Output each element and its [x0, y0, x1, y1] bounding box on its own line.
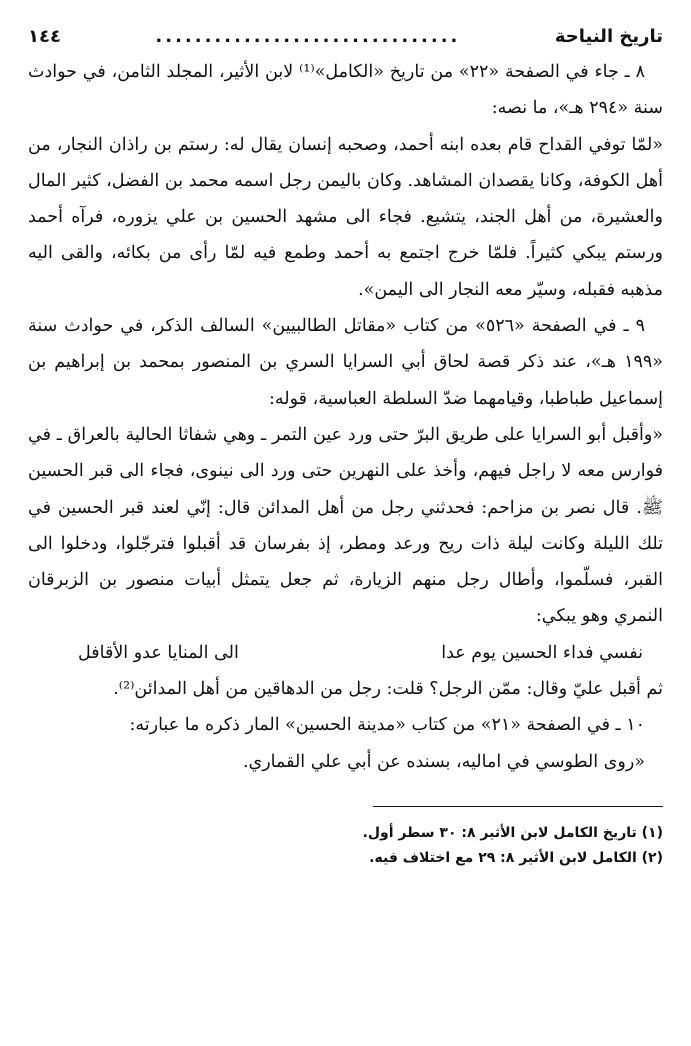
paragraph-10: ١٠ ـ في الصفحة «٢١» من كتاب «مدينة الحسين» المار ذكره ما عبارته: [129, 715, 645, 736]
paragraph-9: ٩ ـ في الصفحة «٥٢٦» من كتاب «مقاتل الطالبيين» السالف الذكر، في حوادث سنة «١٩٩ هـ»، عند ذكر قصة لحاق أبي السرايا السري بن المنصور بمحمد بن إبراهيم بن إسماعيل طباطبا، وقيامهما ضدّ السلطة العباسية، قوله: [28, 316, 663, 409]
footnote-separator-wrap [28, 780, 663, 821]
running-title: تاريخ النياحة [554, 26, 663, 47]
poem-verse [28, 635, 663, 671]
quote-madinat-al-husayn: «روى الطوسي في اماليه، بسنده عن أبي علي القماري. [242, 751, 645, 772]
header-leader-dots: ............................... [155, 26, 461, 47]
paragraph-8: ٨ ـ جاء في الصفحة «٢٢» من تاريخ «الكامل»⁽¹⁾ لابن الأثير، المجلد الثامن، في حوادث سنة «٢٩٤ هـ»، ما نصه: [28, 62, 663, 119]
main-text [28, 54, 663, 780]
footnote-separator [373, 806, 663, 807]
footnote-1: (١) تاريخ الكامل لابن الأثير ٨: ٣٠ سطر أول. [362, 824, 663, 841]
verse-second-hemistich: الى المنايا عدو الأقافل [78, 642, 239, 663]
after-verse-text: ثم أقبل عليّ وقال: ممّن الرجل؟ قلت: رجل من الدهاقين من أهل المدائن⁽²⁾. [113, 679, 663, 700]
running-header [28, 24, 663, 54]
footnote-2: (٢) الكامل لابن الأثير ٨: ٢٩ مع اختلاف فيه. [369, 849, 663, 866]
verse-first-hemistich: نفسي فداء الحسين يوم عدا [441, 642, 643, 663]
footnotes [28, 821, 663, 871]
page-number: ١٤٤ [28, 26, 61, 47]
document-page [28, 24, 663, 1026]
quote-kamil: «لمّا توفي القداح قام بعده ابنه أحمد، وصحبه إنسان يقال له: رستم بن راذان النجار، من أهل الكوفة، وكانا يقصدان المشاهد. وكان باليمن رجل اسمه محمد بن الفضل، كثير المال والعشيرة، من أهل الجند، يتشيع. فجاء الى مشهد الحسين بن علي يزوره، فرآه أحمد ورستم يبكي كثيراً. فلمّا خرج اجتمع به أحمد وطمع فيه لمّا رأى من بكائه، والقى اليه مذهبه فقبله، وسيّر معه النجار الى اليمن». [28, 134, 663, 300]
quote-maqatil: «وأقبل أبو السرايا على طريق البرّ حتى ورد عين التمر ـ وهي شفاثا الحالية بالعراق ـ في فوارس معه لا راجل فيهم، وأخذ على النهرين حتى ورد الى نينوى، فجاء الى قبر الحسين ﷺ. قال نصر بن مزاحم: فحدثني رجل من أهل المدائن قال: إنّي لعند قبر الحسين في تلك الليلة وكانت ليلة ذات ريح ورعد ومطر، إذ بفرسان قد أقبلوا فترجّلوا، ودخلوا الى القبر، فسلّموا، وأطال رجل منهم الزيارة، ثم جعل يتمثل أبيات منصور بن الزبرقان النمري وهو يبكي: [28, 424, 663, 627]
